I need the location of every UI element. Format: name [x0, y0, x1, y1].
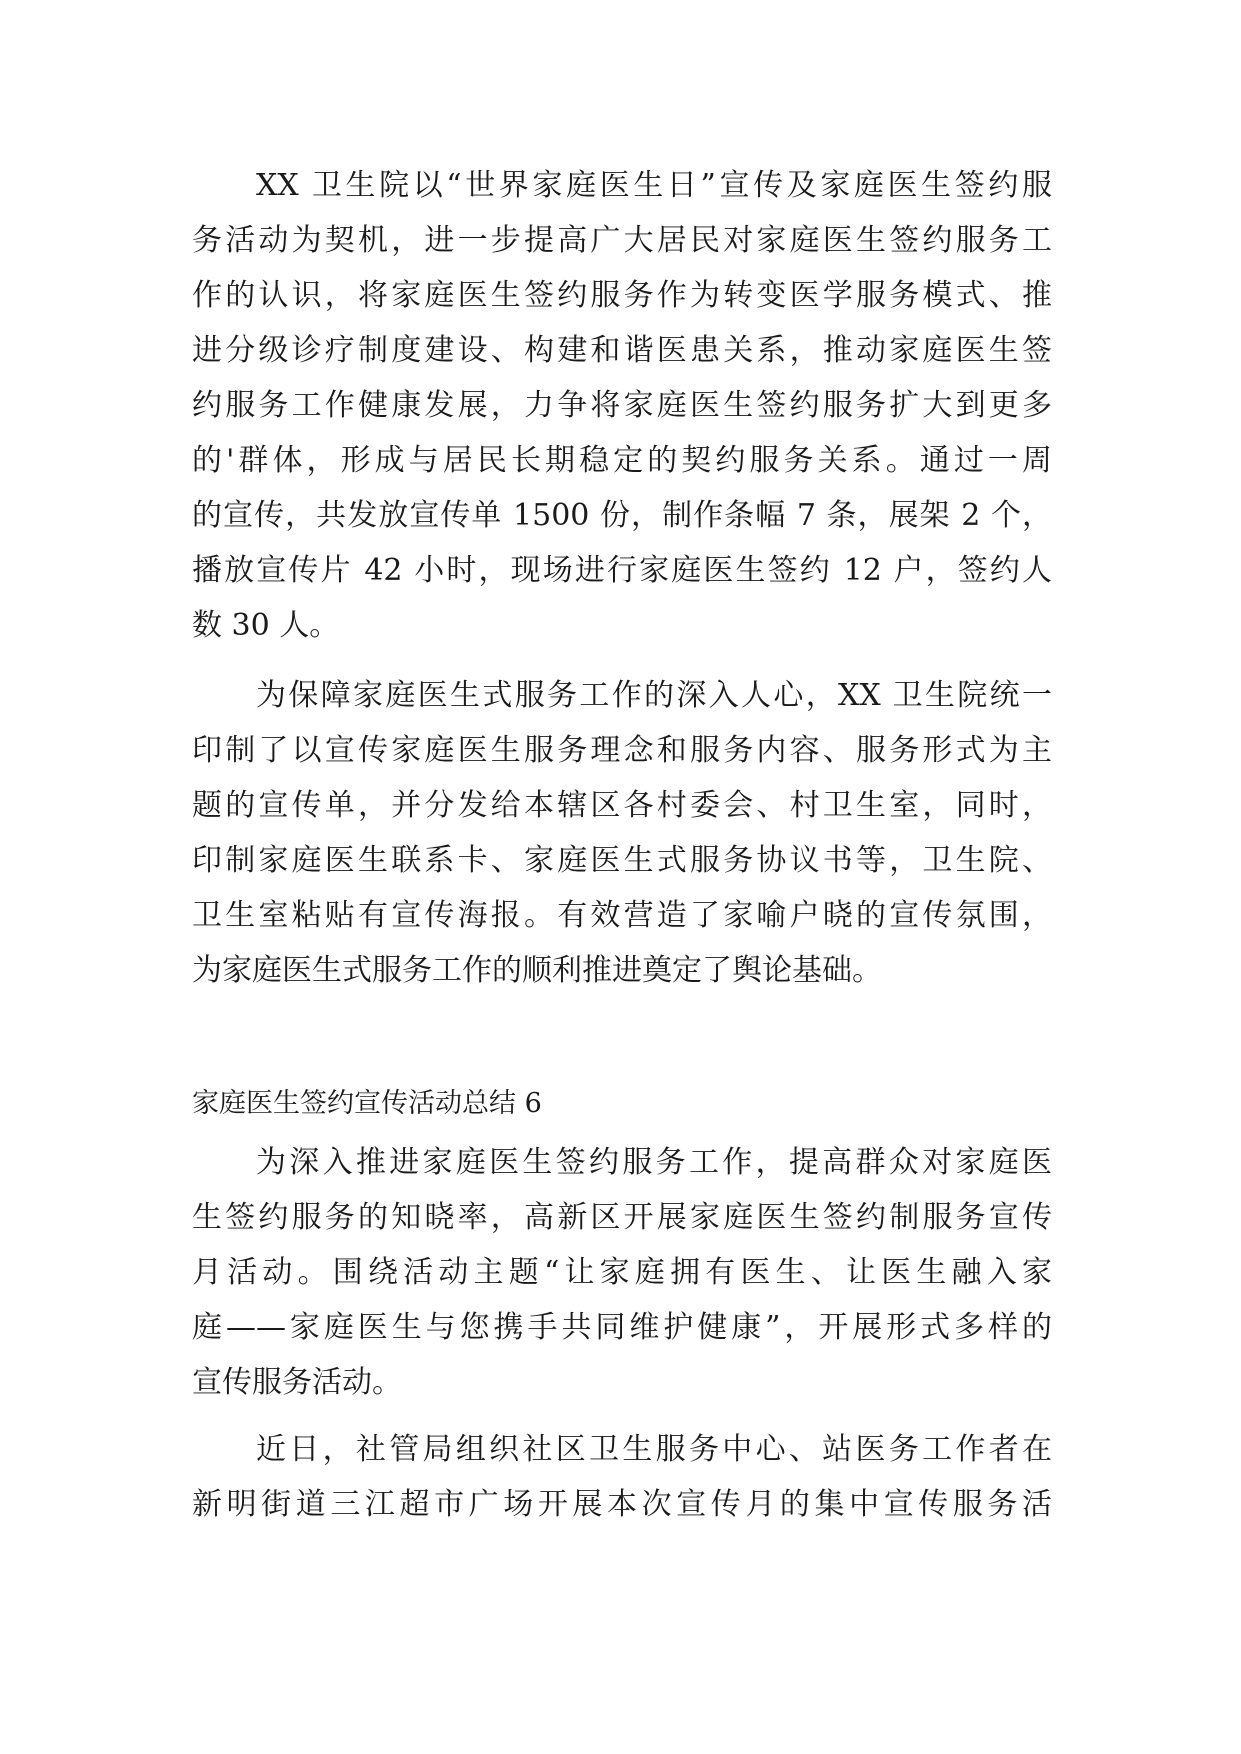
- paragraph-line: 的宣传，共发放宣传单 1500 份，制作条幅 7 条，展架 2 个，: [192, 498, 1052, 533]
- paragraph-line: 卫生室粘贴有宣传海报。有效营造了家喻户晓的宣传氛围，: [192, 898, 1052, 933]
- paragraph-line: 近日，社管局组织社区卫生服务中心、站医务工作者在: [256, 1432, 1052, 1467]
- paragraph-line: 务活动为契机，进一步提高广大居民对家庭医生签约服务工: [192, 223, 1052, 258]
- section-heading: 家庭医生签约宣传活动总结 6: [192, 1088, 542, 1119]
- paragraph-line: 生签约服务的知晓率，高新区开展家庭医生签约制服务宣传: [192, 1200, 1052, 1235]
- paragraph-line: 作的认识，将家庭医生签约服务作为转变医学服务模式、推: [192, 278, 1052, 313]
- paragraph-line: 约服务工作健康发展，力争将家庭医生签约服务扩大到更多: [192, 388, 1052, 423]
- paragraph-line: 题的宣传单，并分发给本辖区各村委会、村卫生室，同时，: [192, 788, 1052, 823]
- paragraph-line: 新明街道三江超市广场开展本次宣传月的集中宣传服务活: [192, 1487, 1052, 1522]
- paragraph-line: 为家庭医生式服务工作的顺利推进奠定了舆论基础。: [192, 953, 882, 988]
- paragraph-line: XX 卫生院以“世界家庭医生日”宣传及家庭医生签约服: [256, 168, 1052, 203]
- paragraph-line: 进分级诊疗制度建设、构建和谐医患关系，推动家庭医生签: [192, 333, 1052, 368]
- paragraph-line: 印制家庭医生联系卡、家庭医生式服务协议书等，卫生院、: [192, 843, 1052, 878]
- paragraph-line: 印制了以宣传家庭医生服务理念和服务内容、服务形式为主: [192, 733, 1052, 768]
- paragraph-line: 庭——家庭医生与您携手共同维护健康”，开展形式多样的: [192, 1310, 1052, 1345]
- paragraph-line: 播放宣传片 42 小时，现场进行家庭医生签约 12 户，签约人: [192, 553, 1052, 588]
- paragraph-line: 为保障家庭医生式服务工作的深入人心，XX 卫生院统一: [256, 678, 1052, 713]
- paragraph-line: 数 30 人。: [192, 608, 340, 643]
- paragraph-line: 的'群体，形成与居民长期稳定的契约服务关系。通过一周: [192, 443, 1052, 478]
- paragraph-line: 为深入推进家庭医生签约服务工作，提高群众对家庭医: [256, 1145, 1052, 1180]
- paragraph-line: 月活动。围绕活动主题“让家庭拥有医生、让医生融入家: [192, 1255, 1052, 1290]
- paragraph-line: 宣传服务活动。: [192, 1365, 402, 1400]
